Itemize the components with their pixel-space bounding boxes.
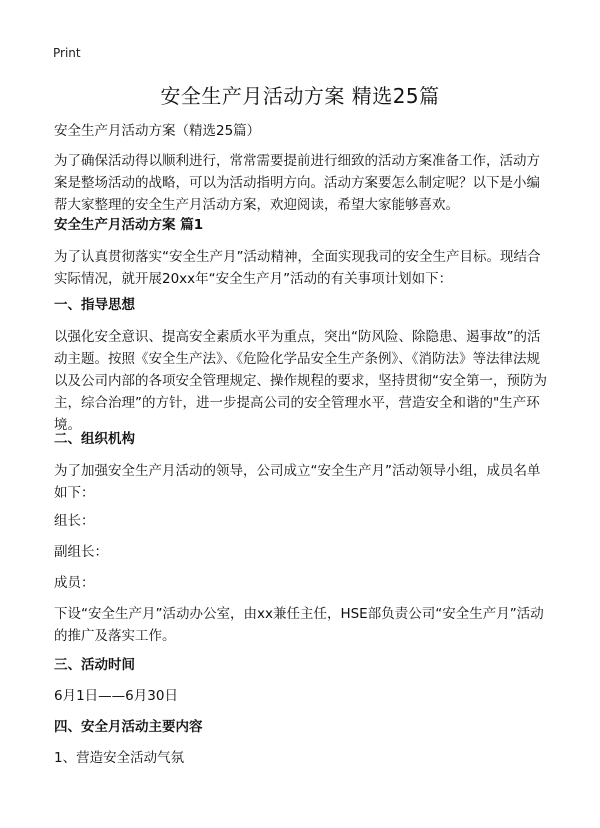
document-subtitle: 安全生产月活动方案（精选25篇） <box>54 123 261 139</box>
paragraph-4: 下设“安全生产月”活动办公室，由xx兼任主任，HSE部负责公司“安全生产月”活动的推广及落实工作。 <box>54 606 544 644</box>
heading-organization: 二、组织机构 <box>54 431 135 447</box>
members-line: 成员： <box>54 575 95 591</box>
paragraph-1: 为了认真贯彻落实“安全生产月”活动精神，全面实现我司的安全生产目标。现结合实际情况，就开展20xx年“安全生产月”活动的有关事项计划如下： <box>54 249 541 287</box>
intro-paragraph: 为了确保活动得以顺利进行，常常需要提前进行细致的活动方案准备工作，活动方案是整场活动的战略，可以为活动指明方向。活动方案要怎么制定呢？以下是小编帮大家整理的安全生产月活动方案，欢迎阅读，希望大家能够喜欢。 <box>54 153 540 213</box>
paragraph-2: 以强化安全意识、提高安全素质水平为重点，突出“防风险、除隐患、遏事故”的活动主题。按照《安全生产法》、《危险化学品安全生产条例》、《消防法》等法律法规以及公司内部的各项安全管理规定、操作规程的要求，坚持贯彻“安全第一，预防为主，综合治理”的方针，进一步提高公司的安全管理水平，营造安全和谐的"生产环境。 <box>54 329 547 433</box>
list-item-1: 1、营造安全活动气氛 <box>54 750 185 766</box>
heading-activity-time: 三、活动时间 <box>54 657 135 673</box>
page-title: 安全生产月活动方案 精选25篇 <box>160 84 440 108</box>
vice-leader-line: 副组长： <box>54 544 108 560</box>
print-link[interactable]: Print <box>53 46 81 60</box>
date-range: 6月1日——6月30日 <box>54 688 178 704</box>
leader-line: 组长： <box>54 513 95 529</box>
section-title: 安全生产月活动方案 篇1 <box>54 217 204 233</box>
heading-guiding-ideology: 一、指导思想 <box>54 297 135 313</box>
paragraph-3: 为了加强安全生产月活动的领导，公司成立“安全生产月”活动领导小组，成员名单如下： <box>54 463 541 501</box>
heading-main-content: 四、安全月活动主要内容 <box>54 719 203 735</box>
